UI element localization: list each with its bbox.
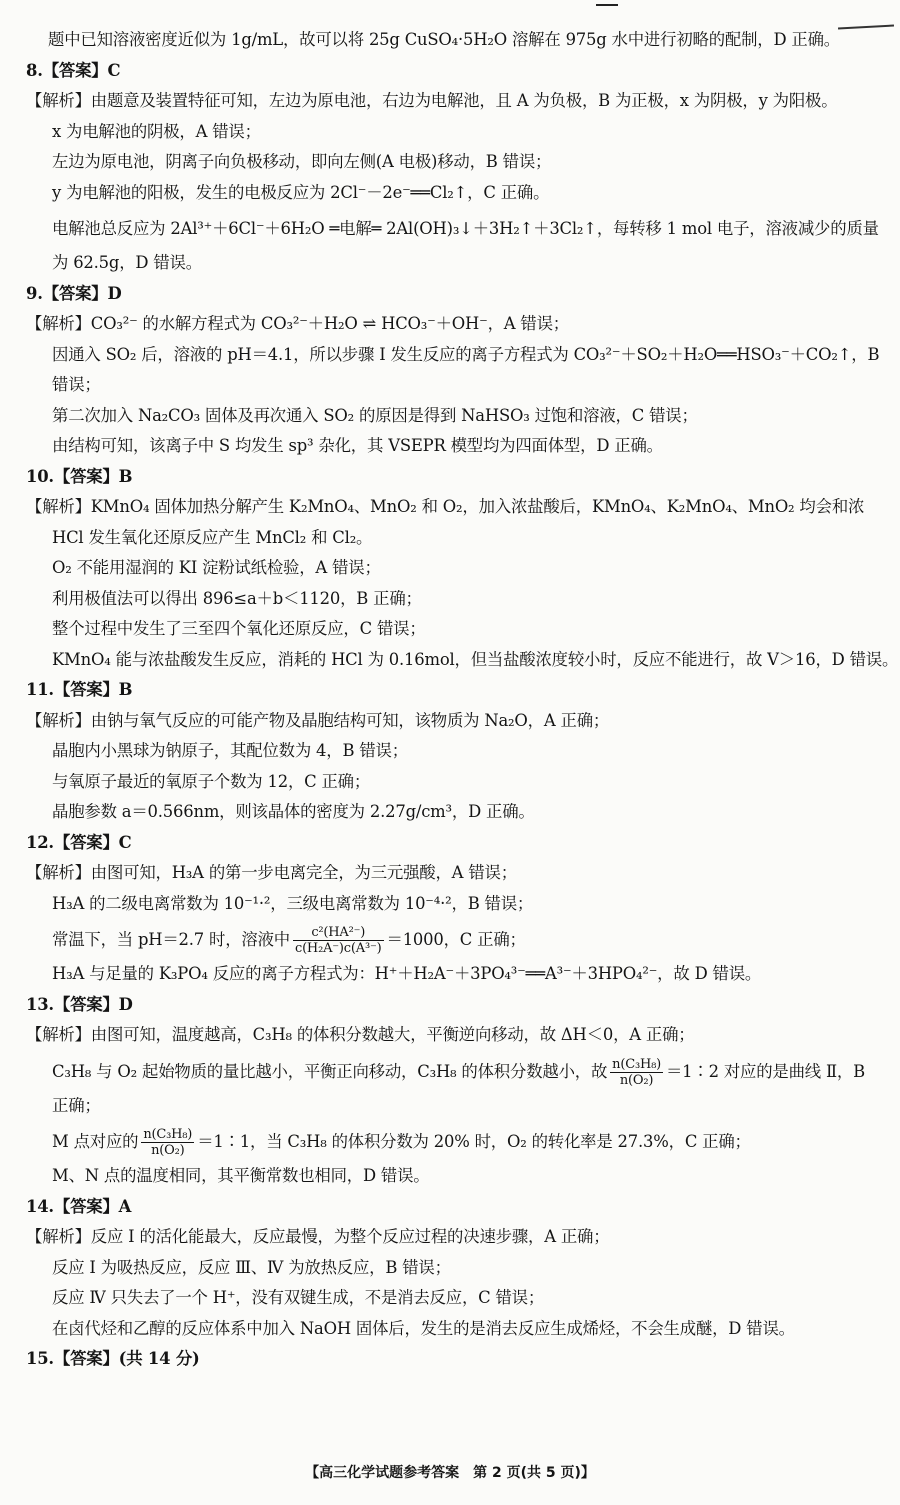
analysis-line: 【解析】由题意及装置特征可知，左边为原电池，右边为电解池，且 A 为负极，B 为正极，x 为阴极，y 为阳极。 [26,91,838,110]
text-line: 晶胞参数 a＝0.566nm，则该晶体的密度为 2.27g/cm³，D 正确。 [52,802,535,821]
analysis-line: 【解析】由钠与氧气反应的可能产物及晶胞结构可知，该物质为 Na₂O，A 正确； [26,710,610,730]
answer-heading-q12: 12.【答案】C [26,832,132,852]
fraction-line [26,1126,886,1158]
text-line: 电解池总反应为 2Al³⁺＋6Cl⁻＋6H₂O ═电解═ 2Al(OH)₃↓＋3H₂↑＋3Cl₂↑，每转移 1 mol 电子，溶液减少的质量 [52,219,879,238]
text-line: 题中已知溶液密度近似为 1g/mL，故可以将 25g CuSO₄·5H₂O 溶解在 975g 水中进行初略的配制，D 正确。 [48,30,840,49]
fraction [141,1127,194,1158]
text-line: 第二次加入 Na₂CO₃ 固体及再次通入 SO₂ 的原因是得到 NaHSO₃ 过饱和溶液，C 错误； [52,405,698,425]
text-segment: 常温下，当 pH＝2.7 时，溶液中 [52,930,290,949]
text-segment: ＝1∶2 对应的是曲线 Ⅱ，B [665,1061,865,1081]
text-line: O₂ 不能用湿润的 KI 淀粉试纸检验，A 错误； [52,558,381,577]
fraction-denominator: n(O₂) [151,1143,185,1158]
text-segment: M 点对应的 [52,1132,139,1151]
text-line: 利用极值法可以得出 896≤a＋b＜1120，B 正确； [52,588,422,608]
answer-heading-q10: 10.【答案】B [26,466,133,486]
analysis-line: 【解析】由图可知，温度越高，C₃H₈ 的体积分数越大，平衡逆向移动，故 ΔH＜0，A 正确； [26,1025,695,1044]
fraction [610,1057,663,1088]
text-line: KMnO₄ 能与浓盐酸发生反应，消耗的 HCl 为 0.16mol，但当盐酸浓度较小时，反应不能进行，故 V＞16，D 错误。 [52,649,899,669]
text-line: 为 62.5g，D 错误。 [52,253,202,272]
analysis-line: 【解析】由图可知，H₃A 的第一步电离完全，为三元强酸，A 错误； [26,863,517,882]
text-line: 晶胞内小黑球为钠原子，其配位数为 4，B 错误； [52,741,408,760]
analysis-line: 【解析】CO₃²⁻ 的水解方程式为 CO₃²⁻＋H₂O ⇌ HCO₃⁻＋OH⁻，A 错误； [26,314,569,333]
text-line: 因通入 SO₂ 后，溶液的 pH＝4.1，所以步骤 I 发生反应的离子方程式为 CO₃²⁻＋SO₂＋H₂O══HSO₃⁻＋CO₂↑，B [52,344,880,364]
text-line: 整个过程中发生了三至四个氧化还原反应，C 错误； [52,619,426,638]
text-line: H₃A 与足量的 K₃PO₄ 反应的离子方程式为：H⁺＋H₂A⁻＋3PO₄³⁻══A³⁻＋3HPO₄²⁻，故 D 错误。 [52,964,762,983]
answer-heading-q15: 15.【答案】(共 14 分) [26,1349,200,1368]
fraction-numerator: n(C₃H₈) [612,1056,661,1072]
answer-heading-q11: 11.【答案】B [26,680,133,699]
text-segment: C₃H₈ 与 O₂ 起始物质的量比越小，平衡正向移动，C₃H₈ 的体积分数越小，故 [52,1061,608,1081]
text-segment: ＝1∶1，当 C₃H₈ 的体积分数为 20% 时，O₂ 的转化率是 27.3%，C 正确； [197,1132,751,1151]
text-line: x 为电解池的阴极，A 错误； [52,121,261,141]
text-line: y 为电解池的阳极，发生的电极反应为 2Cl⁻－2e⁻══Cl₂↑，C 正确。 [52,182,550,202]
text-line: 反应 Ⅰ 为吸热反应，反应 Ⅲ、Ⅳ 为放热反应，B 错误； [52,1257,451,1277]
text-line: HCl 发生氧化还原反应产生 MnCl₂ 和 Cl₂。 [52,527,373,547]
text-line: H₃A 的二级电离常数为 10⁻¹·²，三级电离常数为 10⁻⁴·²，B 错误； [52,893,534,913]
text-line: 左边为原电池，阴离子向负极移动，即向左侧(A 电极)移动，B 错误； [52,152,552,171]
fraction [293,925,384,956]
text-line: 反应 Ⅳ 只失去了一个 H⁺，没有双键生成，不是消去反应，C 错误； [52,1288,545,1307]
fraction-numerator: n(C₃H₈) [143,1127,193,1142]
text-line: 由结构可知，该离子中 S 均发生 sp³ 杂化，其 VSEPR 模型均为四面体型，D 正确。 [52,436,663,455]
text-line: 错误； [52,375,101,394]
text-line: M、N 点的温度相同，其平衡常数也相同，D 错误。 [52,1166,430,1185]
fraction-denominator: c(H₂A⁻)c(A³⁻) [294,941,382,956]
answer-heading-q14: 14.【答案】A [26,1196,132,1216]
analysis-line: 【解析】反应 Ⅰ 的活化能最大，反应最慢，为整个反应过程的决速步骤，A 正确； [26,1227,610,1246]
scan-mark [838,25,894,30]
answer-heading-q13: 13.【答案】D [26,994,133,1014]
text-segment: ＝1000，C 正确； [386,930,526,949]
fraction-line [26,924,886,956]
analysis-line: 【解析】KMnO₄ 固体加热分解产生 K₂MnO₄、MnO₂ 和 O₂，加入浓盐酸后，KMnO₄、K₂MnO₄、MnO₂ 均会和浓 [26,497,865,516]
text-line: 正确； [52,1095,101,1115]
page-footer: 【高三化学试题参考答案 第 2 页(共 5 页)】 [305,1465,595,1481]
answer-heading-q8: 8.【答案】C [26,60,121,80]
fraction-denominator: n(O₂) [619,1072,654,1088]
answer-text-block [26,30,899,1380]
text-line: 与氧原子最近的氧原子个数为 12，C 正确； [52,771,371,791]
answer-heading-q9: 9.【答案】D [26,283,122,303]
fraction-numerator: c²(HA²⁻) [293,925,384,941]
fraction-line [26,1056,886,1088]
scan-mark [596,4,618,6]
text-line: 在卤代烃和乙醇的反应体系中加入 NaOH 固体后，发生的是消去反应生成烯烃，不会生成醚，D 错误。 [52,1318,795,1338]
